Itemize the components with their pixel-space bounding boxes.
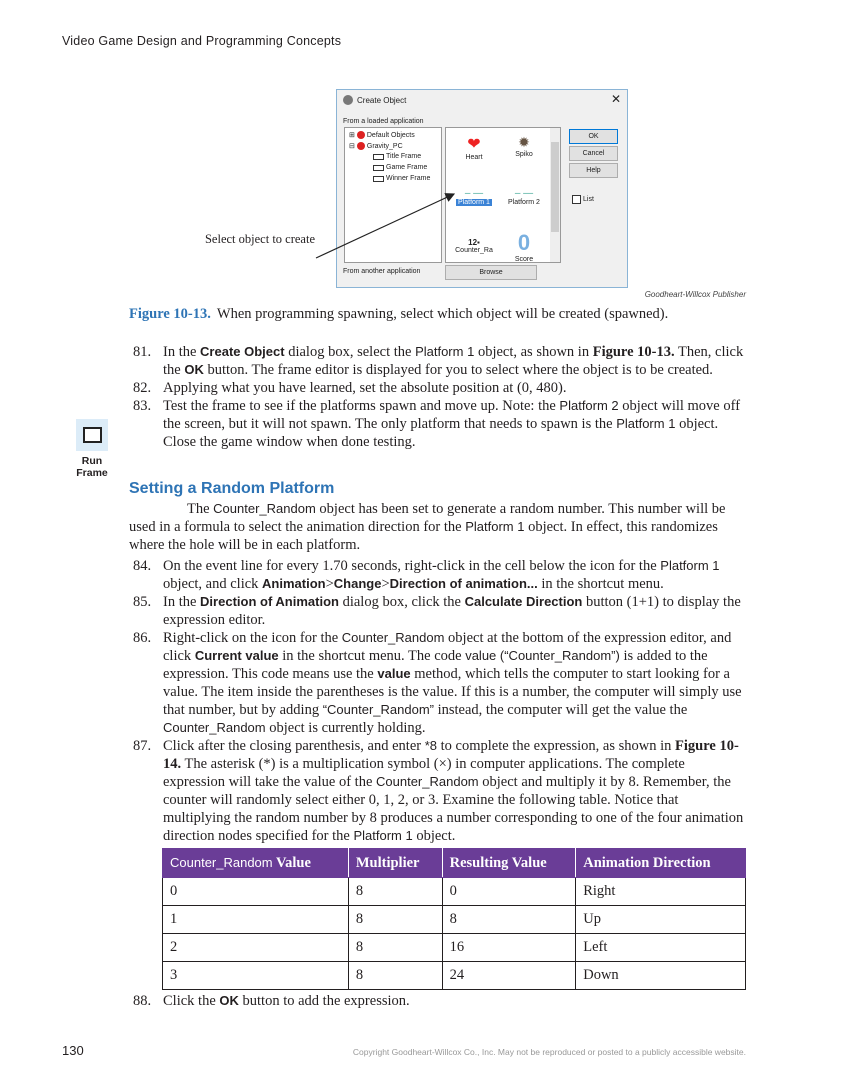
step-item <box>129 397 746 451</box>
table-cell: 0 <box>163 878 349 906</box>
text-run: The asterisk (*) is a multiplication symbol (×) in computer applications. The complete expression will take the value of the <box>163 756 685 790</box>
text-run: Animation <box>262 576 326 591</box>
table-row <box>163 878 746 906</box>
platform-icon: – — <box>514 188 534 199</box>
table-cell: 3 <box>163 962 349 990</box>
spike-icon: ✹ <box>518 134 530 150</box>
text-run: Platform 1 <box>660 558 720 573</box>
steps-81-83 <box>129 343 746 451</box>
table-row <box>163 934 746 962</box>
margin-note: Run Frame <box>67 419 117 479</box>
text-run: Then, click the <box>163 344 744 378</box>
step-number: 82. <box>133 380 152 396</box>
object-platform-1[interactable]: – — Platform 1 <box>446 188 502 206</box>
from-loaded-label: From a loaded application <box>343 118 424 125</box>
text-run: object at the bottom of the expression editor, and click <box>163 630 732 664</box>
step-item <box>129 629 746 737</box>
text-run: to complete the expression, as shown in <box>437 738 676 754</box>
table-cell: Left <box>576 934 746 962</box>
text-run: is added to the expression. This code means use the <box>163 648 708 682</box>
text-run: button. The frame editor is displayed for you to select where the object is to be created. <box>203 362 713 378</box>
text-run: Click the <box>163 993 220 1009</box>
column-header: Multiplier <box>348 849 442 878</box>
text-run: Platform 1 <box>465 519 525 534</box>
text-run: Create Object <box>200 344 285 359</box>
text-run: Test the frame to see if the platforms spawn and move up. Note: the <box>163 398 560 414</box>
tree-item[interactable]: Winner Frame <box>373 175 430 182</box>
ok-button[interactable]: OK <box>569 129 618 144</box>
table-cell: 8 <box>348 906 442 934</box>
step-88 <box>129 992 746 1010</box>
text-run: object. Close the game window when done testing. <box>163 416 719 450</box>
run-frame-icon <box>76 419 108 451</box>
object-score[interactable]: 0 Score <box>496 230 552 263</box>
table-cell: Down <box>576 962 746 990</box>
text-run: Platform 1 <box>616 416 676 431</box>
value-table <box>162 848 746 990</box>
dialog-title: Create Object <box>357 95 407 105</box>
text-run: Change <box>333 576 382 591</box>
table-cell: 2 <box>163 934 349 962</box>
text-run: object has been set to generate a random number. This number will be used in a formula to select the animation direction for the <box>129 501 726 535</box>
object-spiko[interactable]: ✹ Spiko <box>496 134 552 158</box>
score-icon: 0 <box>517 230 531 255</box>
text-run: object, as shown in <box>474 344 593 360</box>
text-run: OK <box>184 362 204 377</box>
browse-button[interactable]: Browse <box>445 265 537 280</box>
text-run: Applying what you have learned, set the absolute position at (0, 480). <box>163 380 567 396</box>
text-run: in the shortcut menu. The code <box>278 648 466 664</box>
text-run: The <box>187 501 214 517</box>
step-item <box>129 343 746 379</box>
callout-label: Select object to create <box>204 232 315 246</box>
table-cell: 8 <box>348 962 442 990</box>
text-run: Platform 1 <box>353 828 413 843</box>
tree-item[interactable]: ⊟ Gravity_PC <box>349 142 403 150</box>
text-run: instead, the computer will get the value the <box>433 702 688 718</box>
column-header: Animation Direction <box>576 849 746 878</box>
step-number: 86. <box>133 630 152 646</box>
close-icon[interactable]: ✕ <box>610 92 621 106</box>
step-number: 83. <box>133 398 152 414</box>
text-run: Counter_Random <box>341 630 445 645</box>
text-run: *8 <box>424 738 438 753</box>
step-number: 88. <box>133 993 152 1009</box>
steps-84-87 <box>129 557 746 845</box>
text-run: Figure 10-13. <box>592 344 675 360</box>
table-cell: 8 <box>442 906 576 934</box>
text-run: button (1+1) to display the expression editor. <box>163 594 741 628</box>
copyright-notice: Copyright Goodheart-Willcox Co., Inc. May not be reproduced or posted to a publicly accessible website. <box>352 1047 746 1057</box>
step-item <box>129 379 746 397</box>
object-counter[interactable]: 12▪ Counter_Ra <box>446 238 502 254</box>
text-run: Current value <box>194 648 279 663</box>
text-run: button to add the expression. <box>238 993 410 1009</box>
tree-item[interactable]: Title Frame <box>373 153 421 160</box>
text-run: method, which tells the computer to start looking for a value. The item inside the parentheses is the value. If this is a number, the computer will simply use that number, but by adding <box>163 666 742 718</box>
text-run: Calculate Direction <box>464 594 583 609</box>
tree-item[interactable]: ⊞ Default Objects <box>349 131 415 139</box>
table-cell: 1 <box>163 906 349 934</box>
step-item <box>129 557 746 593</box>
text-run: Counter_Random <box>213 501 316 516</box>
text-run: object. In effect, this randomizes where the hole will be in each platform. <box>129 519 718 553</box>
column-header: Counter_Random Value <box>163 849 349 878</box>
column-header: Resulting Value <box>442 849 576 878</box>
step-number: 81. <box>133 344 152 360</box>
text-run: object will move off the screen, but it will not spawn. The only platform that needs to spawn is the <box>163 398 741 432</box>
table-cell: Up <box>576 906 746 934</box>
text-run: “Counter_Random” <box>322 702 434 717</box>
table-row <box>163 962 746 990</box>
help-button[interactable]: Help <box>569 163 618 178</box>
tree-item[interactable]: Game Frame <box>373 164 427 171</box>
step-item <box>129 992 746 1010</box>
table-cell: 8 <box>348 878 442 906</box>
text-run: Direction of animation... <box>389 576 538 591</box>
intro-paragraph <box>129 500 746 554</box>
text-run: Right-click on the icon for the <box>163 630 342 646</box>
text-run: In the <box>163 594 201 610</box>
table-cell: 16 <box>442 934 576 962</box>
callout-arrow <box>0 0 849 300</box>
step-item <box>129 737 746 845</box>
platform-icon: – — <box>464 188 484 199</box>
step-number: 84. <box>133 558 152 574</box>
object-heart[interactable]: ❤ Heart <box>446 134 502 161</box>
text-run: object, and click <box>163 576 263 592</box>
page-number: 130 <box>62 1043 84 1058</box>
text-run: Click after the closing parenthesis, and enter <box>163 738 425 754</box>
text-run: value (“Counter_Random”) <box>465 648 620 663</box>
text-run: > <box>325 576 334 592</box>
step-number: 85. <box>133 594 152 610</box>
text-run: value <box>377 666 411 681</box>
text-run: object. <box>412 828 456 844</box>
running-head: Video Game Design and Programming Concepts <box>62 34 342 48</box>
text-run: dialog box, click the <box>338 594 465 610</box>
step-item <box>129 593 746 629</box>
table-cell: 0 <box>442 878 576 906</box>
cancel-button[interactable]: Cancel <box>569 146 618 161</box>
counter-icon: 12▪ <box>468 238 480 247</box>
image-credit: Goodheart-Willcox Publisher <box>644 290 746 299</box>
text-run: Counter_Random <box>376 774 479 789</box>
text-run: Counter_Random <box>163 720 266 735</box>
table-cell: Right <box>576 878 746 906</box>
step-number: 87. <box>133 738 152 754</box>
figure-caption: Figure 10-13. When programming spawning, select which object will be created (spawned). <box>129 306 669 322</box>
table-cell: 8 <box>348 934 442 962</box>
text-run: > <box>381 576 390 592</box>
text-run: Platform 1 <box>415 344 475 359</box>
heart-icon: ❤ <box>467 136 481 153</box>
text-run: Direction of Animation <box>200 594 339 609</box>
text-run: OK <box>219 993 239 1008</box>
text-run: On the event line for every 1.70 seconds, right-click in the cell below the icon for the <box>163 558 661 574</box>
text-run: In the <box>163 344 201 360</box>
text-run: object is currently holding. <box>265 720 426 736</box>
section-heading: Setting a Random Platform <box>129 480 335 497</box>
from-another-label: From another application <box>343 268 421 275</box>
object-platform-2[interactable]: – — Platform 2 <box>496 188 552 206</box>
text-run: object and multiply it by 8. Remember, the counter will randomly select either 0, 1, 2, or 3. Examine the following table. Notice that multiplying the random number by 8 produces a number corresponding to one of the four animation direction nodes specified for the <box>163 774 744 844</box>
table-row <box>163 906 746 934</box>
text-run: dialog box, select the <box>284 344 416 360</box>
table-cell: 24 <box>442 962 576 990</box>
text-run: in the shortcut menu. <box>537 576 664 592</box>
text-run: Platform 2 <box>559 398 619 413</box>
text-run: Figure 10-14. <box>163 738 739 772</box>
list-checkbox[interactable]: List <box>572 195 594 204</box>
